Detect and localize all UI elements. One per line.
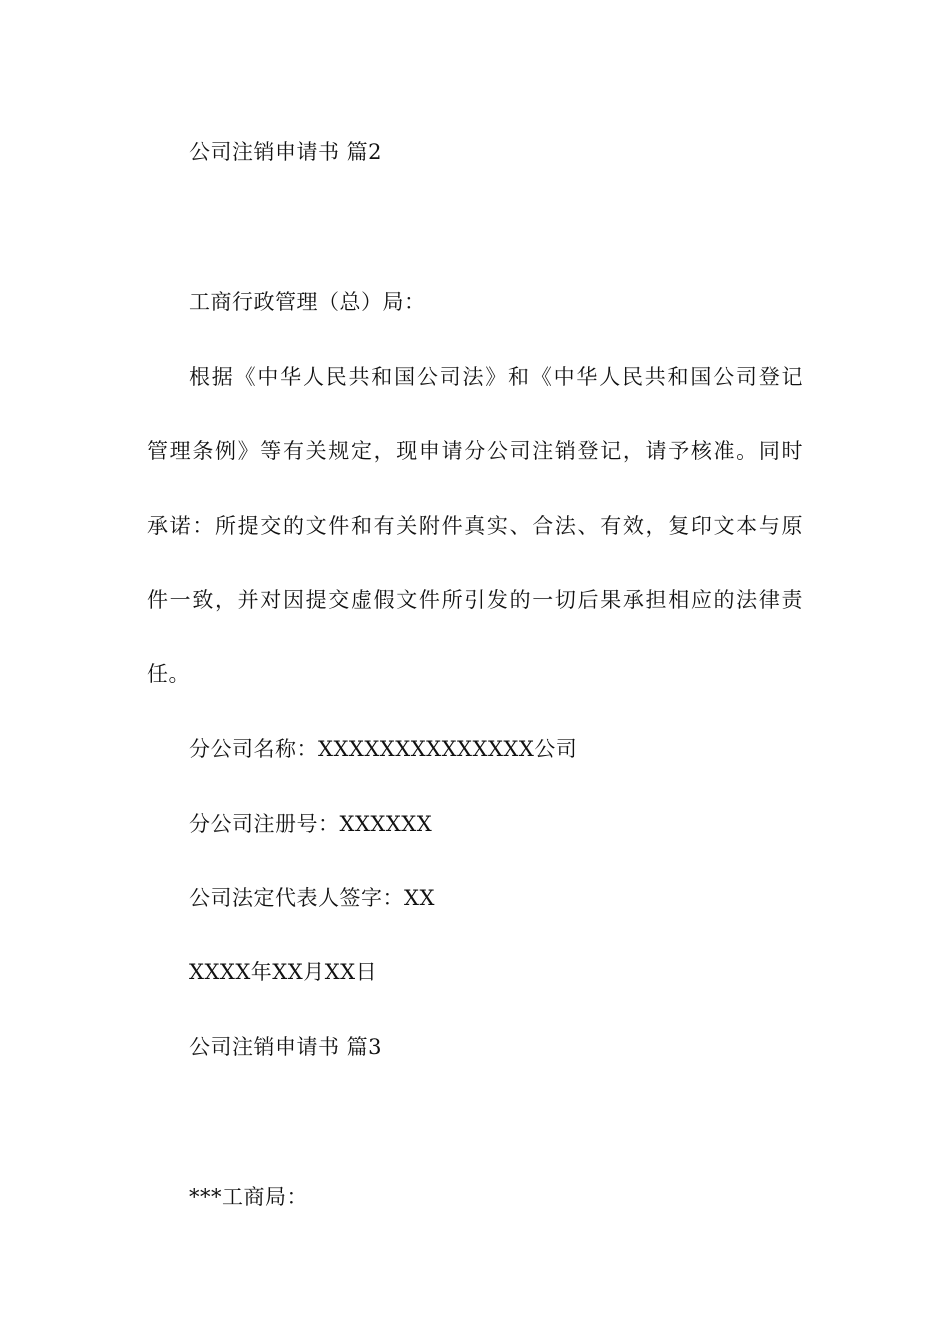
- branch-name: 分公司名称：XXXXXXXXXXXXXX公司: [189, 737, 578, 761]
- section3-heading: 公司注销申请书 篇3: [189, 1035, 383, 1059]
- section2-body-line-3: 承诺：所提交的文件和有关附件真实、合法、有效，复印文本与原: [147, 514, 803, 538]
- section2-body-line-4: 件一致，并对因提交虚假文件所引发的一切后果承担相应的法律责: [147, 588, 803, 612]
- legal-representative-signature: 公司法定代表人签字：XX: [189, 886, 435, 910]
- section2-body-line-2: 管理条例》等有关规定，现申请分公司注销登记，请予核准。同时: [147, 439, 803, 463]
- section2-body-line-1: 根据《中华人民共和国公司法》和《中华人民共和国公司登记: [189, 365, 803, 389]
- section3-salutation: ***工商局：: [189, 1185, 308, 1209]
- section2-body-line-5: 任。: [147, 662, 190, 686]
- application-date: XXXX年XX月XX日: [189, 960, 378, 984]
- section2-salutation: 工商行政管理（总）局：: [189, 290, 426, 314]
- section2-heading: 公司注销申请书 篇2: [189, 140, 383, 164]
- branch-registration-number: 分公司注册号：XXXXXX: [189, 812, 433, 836]
